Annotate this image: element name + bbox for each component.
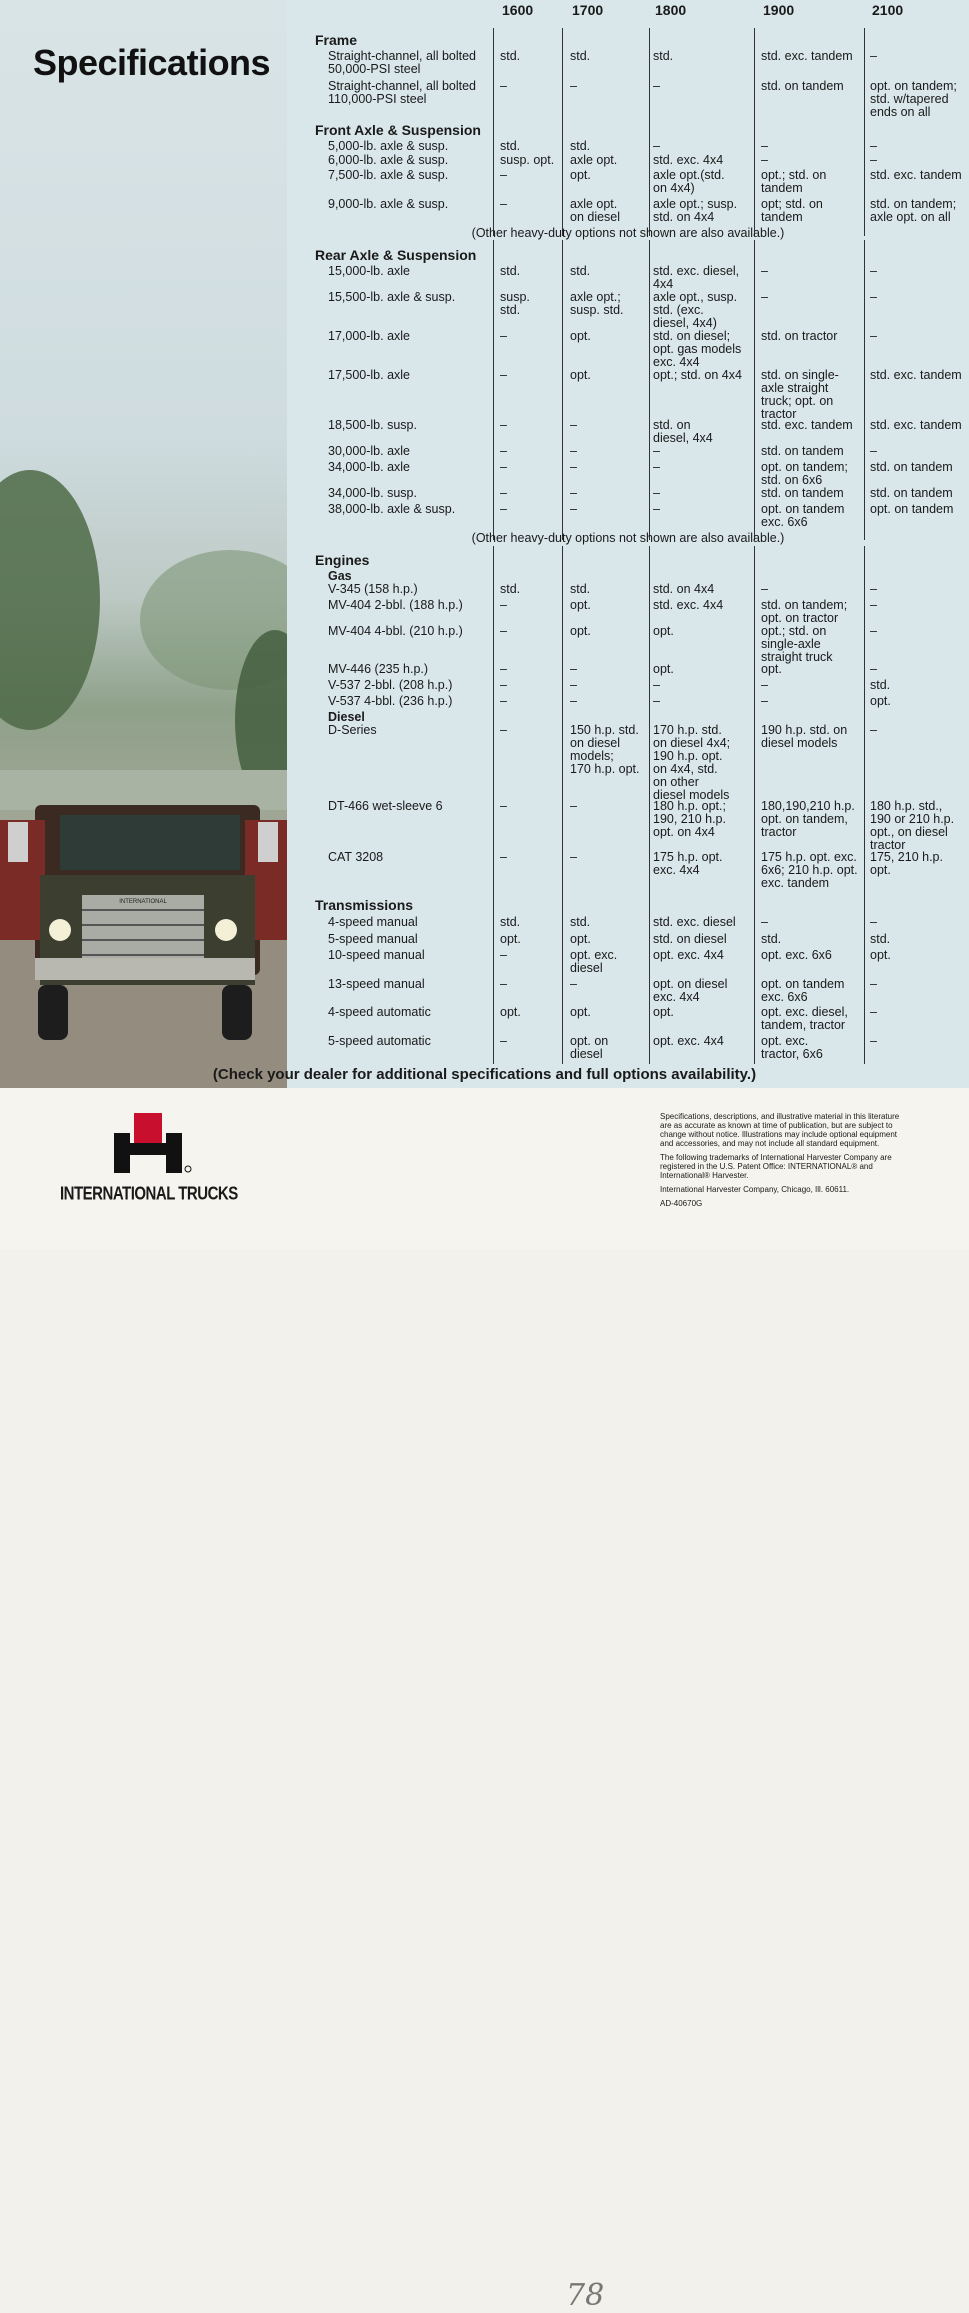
spec-cell: std. on diesel xyxy=(653,932,727,946)
spec-label: V-537 2-bbl. (208 h.p.) xyxy=(328,678,453,692)
ih-logo-icon xyxy=(114,1113,194,1173)
spec-label: D-Series xyxy=(328,723,377,737)
spec-cell: std. xyxy=(500,139,521,153)
spec-cell: opt. xyxy=(870,694,891,708)
spec-cell: susp. opt. xyxy=(500,153,555,167)
spec-cell: 180 h.p. opt.; 190, 210 h.p. opt. on 4x4 xyxy=(653,799,726,839)
spec-label: 15,500-lb. axle & susp. xyxy=(328,290,456,304)
spec-cell: – xyxy=(761,678,768,692)
spec-label: DT-466 wet-sleeve 6 xyxy=(328,799,443,813)
spec-cell: std. exc. 4x4 xyxy=(653,598,724,612)
availability-note: (Other heavy-duty options not shown are also available.) xyxy=(471,531,785,545)
spec-cell: opt. on tandem xyxy=(870,502,954,516)
spec-cell: – xyxy=(570,79,577,93)
spec-cell: std. exc. tandem xyxy=(870,168,962,182)
truck-photo xyxy=(0,0,287,1088)
spec-cell: opt.; std. on tandem xyxy=(761,168,827,195)
spec-cell: – xyxy=(653,678,660,692)
spec-cell: – xyxy=(761,694,768,708)
spec-cell: std. xyxy=(570,915,591,929)
spec-cell: – xyxy=(500,598,507,612)
spec-cell: opt. xyxy=(570,329,591,343)
spec-cell: opt. xyxy=(761,662,782,676)
spec-label: 5-speed manual xyxy=(328,932,418,946)
spec-cell: std. on tandem xyxy=(870,486,953,500)
spec-cell: – xyxy=(500,678,507,692)
column-divider xyxy=(864,240,865,540)
spec-cell: std. xyxy=(500,264,521,278)
spec-cell: – xyxy=(870,598,877,612)
spec-cell: std. xyxy=(500,582,521,596)
spec-cell: opt. xyxy=(870,948,891,962)
spec-cell: opt. on tandem; std. w/tapered ends on all xyxy=(870,79,957,119)
spec-cell: std. exc. tandem xyxy=(870,418,962,432)
spec-label: 6,000-lb. axle & susp. xyxy=(328,153,449,167)
spec-cell: – xyxy=(500,1034,507,1048)
spec-cell: – xyxy=(500,948,507,962)
spec-cell: – xyxy=(500,418,507,432)
spec-cell: opt. on diesel exc. 4x4 xyxy=(653,977,728,1004)
column-header: 1900 xyxy=(763,2,795,18)
spec-cell: opt. xyxy=(570,598,591,612)
spec-label: V-537 4-bbl. (236 h.p.) xyxy=(328,694,453,708)
spec-cell: – xyxy=(570,694,577,708)
spec-label: 7,500-lb. axle & susp. xyxy=(328,168,449,182)
spec-cell: – xyxy=(870,1005,877,1019)
spec-cell: 180,190,210 h.p. opt. on tandem, tractor xyxy=(761,799,855,839)
spec-cell: opt. on tandem exc. 6x6 xyxy=(761,502,845,529)
spec-cell: – xyxy=(500,444,507,458)
spec-cell: opt. exc. diesel xyxy=(570,948,618,975)
spec-cell: – xyxy=(761,153,768,167)
column-divider xyxy=(493,28,494,236)
spec-cell: – xyxy=(570,662,577,676)
spec-label: 4-speed manual xyxy=(328,915,418,929)
spec-cell: opt. exc. 4x4 xyxy=(653,1034,724,1048)
spec-label: 5,000-lb. axle & susp. xyxy=(328,139,449,153)
spec-cell: 150 h.p. std. on diesel models; 170 h.p. opt. xyxy=(570,723,640,776)
spec-cell: – xyxy=(653,79,660,93)
spec-cell: – xyxy=(570,977,577,991)
spec-cell: – xyxy=(500,694,507,708)
spec-cell: std. xyxy=(870,932,891,946)
subsection-heading: Gas xyxy=(328,569,352,583)
spec-cell: std. xyxy=(570,139,591,153)
spec-cell: std. exc. 4x4 xyxy=(653,153,724,167)
spec-cell: – xyxy=(653,139,660,153)
spec-cell: – xyxy=(761,915,768,929)
column-divider xyxy=(754,546,755,1064)
spec-cell: axle opt. on diesel xyxy=(570,197,621,224)
spec-cell: std. xyxy=(570,49,591,63)
spec-cell: – xyxy=(500,662,507,676)
spec-label: 18,500-lb. susp. xyxy=(328,418,417,432)
spec-cell: opt. xyxy=(500,1005,521,1019)
spec-cell: – xyxy=(570,678,577,692)
spec-cell: – xyxy=(653,502,660,516)
spec-cell: std. exc. diesel xyxy=(653,915,736,929)
spec-cell: – xyxy=(500,850,507,864)
spec-label: 17,000-lb. axle xyxy=(328,329,411,343)
spec-cell: std. on tandem; opt. on tractor xyxy=(761,598,848,625)
spec-cell: opt. exc. tractor, 6x6 xyxy=(761,1034,823,1061)
spec-cell: – xyxy=(570,418,577,432)
spec-cell: 190 h.p. std. on diesel models xyxy=(761,723,848,750)
column-divider xyxy=(864,546,865,1064)
spec-label: CAT 3208 xyxy=(328,850,384,864)
page-number: 78 xyxy=(566,2278,605,2313)
fine-print-trademarks: The following trademarks of International Harvester Company are registered in the U.S. Patent Office: INTERNATIONAL® and International® Harvester. xyxy=(660,1153,892,1180)
spec-cell: axle opt.; susp. std. on 4x4 xyxy=(653,197,738,224)
spec-cell: – xyxy=(761,264,768,278)
spec-label: MV-446 (235 h.p.) xyxy=(328,662,429,676)
subsection-heading: Diesel xyxy=(328,710,365,724)
spec-label: 34,000-lb. axle xyxy=(328,460,411,474)
spec-cell: opt. exc. 6x6 xyxy=(761,948,832,962)
spec-cell: std. xyxy=(500,49,521,63)
spec-cell: – xyxy=(500,329,507,343)
spec-cell: – xyxy=(870,290,877,304)
spec-label: 4-speed automatic xyxy=(328,1005,431,1019)
spec-cell: opt. xyxy=(653,1005,674,1019)
section-heading: Engines xyxy=(315,552,370,568)
spec-cell: std. on tandem xyxy=(761,79,844,93)
spec-label: 30,000-lb. axle xyxy=(328,444,411,458)
spec-cell: – xyxy=(500,168,507,182)
spec-label: Straight-channel, all bolted 50,000-PSI steel xyxy=(328,49,477,76)
spec-cell: – xyxy=(870,723,877,737)
spec-cell: – xyxy=(653,486,660,500)
fine-print xyxy=(660,1112,910,1213)
spec-cell: std. exc. tandem xyxy=(761,49,853,63)
section-heading: Frame xyxy=(315,32,358,48)
column-divider xyxy=(493,240,494,540)
spec-cell: std. on tandem xyxy=(870,460,953,474)
brand-name: INTERNATIONAL TRUCKS xyxy=(60,1183,238,1205)
spec-cell: std. on diesel; opt. gas models exc. 4x4 xyxy=(653,329,742,369)
spec-label: 15,000-lb. axle xyxy=(328,264,411,278)
truck-illustration xyxy=(0,0,287,1088)
spec-cell: – xyxy=(653,460,660,474)
spec-cell: – xyxy=(870,49,877,63)
spec-cell: – xyxy=(500,486,507,500)
spec-cell: – xyxy=(500,723,507,737)
column-divider xyxy=(649,28,650,236)
section-heading: Front Axle & Suspension xyxy=(315,122,481,138)
spec-cell: axle opt., susp. std. (exc. diesel, 4x4) xyxy=(653,290,738,330)
spec-cell: std. on tractor xyxy=(761,329,838,343)
spec-cell: opt.; std. on 4x4 xyxy=(653,368,742,382)
spec-cell: std. on single- axle straight truck; opt. on tractor xyxy=(761,368,839,421)
spec-cell: – xyxy=(870,662,877,676)
spec-cell: – xyxy=(870,264,877,278)
spec-cell: opt. xyxy=(570,368,591,382)
spec-cell: opt. exc. diesel, tandem, tractor xyxy=(761,1005,848,1032)
spec-label: 10-speed manual xyxy=(328,948,425,962)
spec-cell: std. on tandem; axle opt. on all xyxy=(870,197,957,224)
spec-label: 5-speed automatic xyxy=(328,1034,431,1048)
column-divider xyxy=(493,546,494,1064)
spec-cell: – xyxy=(500,79,507,93)
spec-cell: std. exc. tandem xyxy=(870,368,962,382)
spec-cell: – xyxy=(870,139,877,153)
spec-cell: – xyxy=(870,1034,877,1048)
spec-cell: – xyxy=(870,329,877,343)
spec-cell: std. exc. tandem xyxy=(761,418,853,432)
spec-cell: – xyxy=(570,850,577,864)
spec-cell: – xyxy=(870,624,877,638)
check-dealer-note: (Check your dealer for additional specifications and full options availability.) xyxy=(212,1066,757,1083)
column-header: 2100 xyxy=(872,2,904,18)
spec-cell: opt.; std. on single-axle straight truck xyxy=(761,624,833,664)
spec-cell: std. xyxy=(761,932,782,946)
spec-cell: 175 h.p. opt. exc. 4x4 xyxy=(653,850,723,877)
spec-cell: axle opt. xyxy=(570,153,618,167)
spec-cell: – xyxy=(570,502,577,516)
spec-cell: – xyxy=(761,582,768,596)
spec-cell: opt. xyxy=(570,1005,591,1019)
spec-cell: std. exc. diesel, 4x4 xyxy=(653,264,740,291)
spec-cell: – xyxy=(870,153,877,167)
column-header: 1600 xyxy=(502,2,534,18)
spec-cell: std. on tandem xyxy=(761,444,844,458)
spec-cell: opt. xyxy=(653,624,674,638)
spec-cell: 175, 210 h.p. opt. xyxy=(870,850,943,877)
spec-cell: std. xyxy=(653,49,674,63)
spec-cell: – xyxy=(761,290,768,304)
fine-print-address: International Harvester Company, Chicago, Ill. 60611. xyxy=(660,1185,850,1194)
spec-cell: axle opt.; susp. std. xyxy=(570,290,624,317)
spec-label: Straight-channel, all bolted 110,000-PSI steel xyxy=(328,79,477,106)
spec-cell: opt. on diesel xyxy=(570,1034,609,1061)
column-divider xyxy=(754,28,755,236)
spec-cell: – xyxy=(653,444,660,458)
spec-cell: std. xyxy=(870,678,891,692)
fine-print-code: AD-40670G xyxy=(660,1199,703,1208)
availability-note: (Other heavy-duty options not shown are also available.) xyxy=(471,226,785,240)
spec-cell: std. xyxy=(570,264,591,278)
spec-cell: – xyxy=(500,368,507,382)
spec-label: 34,000-lb. susp. xyxy=(328,486,417,500)
spec-cell: std. on 4x4 xyxy=(653,582,715,596)
spec-cell: opt. xyxy=(653,662,674,676)
spec-cell: – xyxy=(870,444,877,458)
spec-label: V-345 (158 h.p.) xyxy=(328,582,418,596)
spec-cell: – xyxy=(870,915,877,929)
column-divider xyxy=(754,240,755,540)
specifications-table xyxy=(287,0,969,1088)
column-header: 1700 xyxy=(572,2,604,18)
column-divider xyxy=(562,546,563,1064)
spec-cell: – xyxy=(500,502,507,516)
spec-cell: opt. on tandem; std. on 6x6 xyxy=(761,460,848,487)
spec-cell: – xyxy=(500,977,507,991)
spec-cell: opt. xyxy=(500,932,521,946)
grille-badge: INTERNATIONAL xyxy=(119,899,167,905)
spec-cell: opt. xyxy=(570,932,591,946)
column-divider xyxy=(562,28,563,236)
spec-cell: std. xyxy=(500,915,521,929)
spec-cell: – xyxy=(570,460,577,474)
spec-cell: opt. xyxy=(570,624,591,638)
column-divider xyxy=(649,240,650,540)
spec-cell: axle opt.(std. on 4x4) xyxy=(653,168,725,195)
spec-cell: – xyxy=(500,197,507,211)
spec-cell: – xyxy=(570,799,577,813)
spec-cell: – xyxy=(570,486,577,500)
spec-cell: opt. exc. 4x4 xyxy=(653,948,724,962)
spec-cell: – xyxy=(870,582,877,596)
spec-cell: – xyxy=(653,694,660,708)
spec-label: MV-404 2-bbl. (188 h.p.) xyxy=(328,598,463,612)
page-title: Specifications xyxy=(33,42,271,83)
spec-cell: – xyxy=(500,460,507,474)
column-header: 1800 xyxy=(655,2,687,18)
spec-cell: opt. on tandem exc. 6x6 xyxy=(761,977,845,1004)
spec-cell: – xyxy=(761,139,768,153)
column-divider xyxy=(864,28,865,236)
section-heading: Rear Axle & Suspension xyxy=(315,247,477,263)
column-divider xyxy=(562,240,563,540)
spec-cell: – xyxy=(500,799,507,813)
spec-label: 38,000-lb. axle & susp. xyxy=(328,502,456,516)
spec-cell: 175 h.p. opt. exc. 6x6; 210 h.p. opt. exc. tandem xyxy=(761,850,858,890)
spec-cell: – xyxy=(570,444,577,458)
spec-cell: susp. std. xyxy=(500,290,530,317)
spec-cell: 170 h.p. std. on diesel 4x4; 190 h.p. opt. on 4x4, std. on other diesel models xyxy=(653,723,731,802)
spec-label: MV-404 4-bbl. (210 h.p.) xyxy=(328,624,463,638)
spec-label: 17,500-lb. axle xyxy=(328,368,411,382)
section-heading: Transmissions xyxy=(315,897,414,913)
spec-label: 9,000-lb. axle & susp. xyxy=(328,197,449,211)
spec-cell: std. on tandem xyxy=(761,486,844,500)
fine-print-disclaimer: Specifications, descriptions, and illustrative material in this literature are as accurate as known at time of publication, but are subject to change without notice. Illustrations may include optional equipment and accessories, and may not include all standard equipment. xyxy=(660,1112,900,1148)
spec-label: 13-speed manual xyxy=(328,977,425,991)
spec-cell: std. on diesel, 4x4 xyxy=(653,418,713,445)
spec-cell: opt. xyxy=(570,168,591,182)
spec-cell: opt; std. on tandem xyxy=(761,197,823,224)
spec-cell: std. xyxy=(570,582,591,596)
spec-cell: 180 h.p. std., 190 or 210 h.p. opt., on diesel tractor xyxy=(870,799,955,852)
spec-cell: – xyxy=(870,977,877,991)
column-divider xyxy=(649,546,650,1064)
spec-cell: – xyxy=(500,624,507,638)
